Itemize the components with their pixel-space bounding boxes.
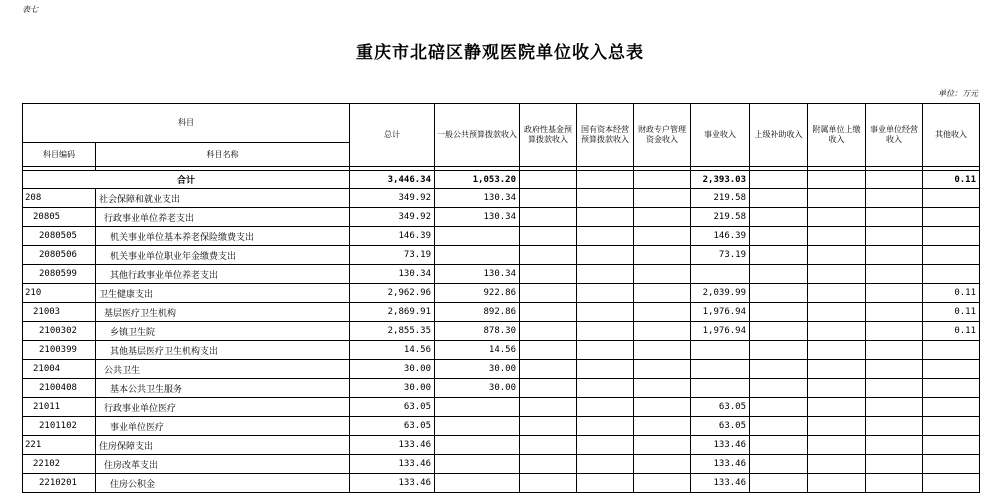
row-superior	[750, 227, 808, 246]
header-general-budget: 一般公共预算拨款收入	[435, 104, 520, 167]
row-capital	[577, 189, 634, 208]
row-name: 行政事业单位养老支出	[96, 208, 350, 227]
row-business: 63.05	[691, 417, 750, 436]
row-other: 0.11	[923, 284, 980, 303]
table-row	[23, 284, 980, 303]
row-capital	[577, 284, 634, 303]
row-other	[923, 189, 980, 208]
row-superior	[750, 208, 808, 227]
total-general: 1,053.20	[435, 171, 520, 189]
table-row	[23, 455, 980, 474]
row-special	[634, 246, 691, 265]
row-business: 1,976.94	[691, 303, 750, 322]
row-fund	[520, 246, 577, 265]
row-superior	[750, 284, 808, 303]
row-name: 住房改革支出	[96, 455, 350, 474]
total-business: 2,393.03	[691, 171, 750, 189]
page-title: 重庆市北碚区静观医院单位收入总表	[356, 43, 644, 63]
row-name: 住房公积金	[96, 474, 350, 493]
row-affiliated	[808, 284, 866, 303]
row-name: 基层医疗卫生机构	[96, 303, 350, 322]
row-general	[435, 398, 520, 417]
header-code: 科目编码	[23, 143, 96, 167]
row-general: 30.00	[435, 379, 520, 398]
row-operating	[866, 455, 923, 474]
row-other	[923, 246, 980, 265]
row-general	[435, 417, 520, 436]
row-total: 14.56	[350, 341, 435, 360]
row-superior	[750, 436, 808, 455]
total-fund	[520, 171, 577, 189]
row-special	[634, 455, 691, 474]
row-superior	[750, 398, 808, 417]
row-other	[923, 455, 980, 474]
table-row	[23, 246, 980, 265]
row-affiliated	[808, 303, 866, 322]
row-affiliated	[808, 322, 866, 341]
row-capital	[577, 379, 634, 398]
row-code: 2080599	[23, 265, 96, 284]
row-superior	[750, 379, 808, 398]
row-total: 2,869.91	[350, 303, 435, 322]
table-row	[23, 398, 980, 417]
row-business: 219.58	[691, 189, 750, 208]
row-code: 20805	[23, 208, 96, 227]
row-general: 878.30	[435, 322, 520, 341]
total-row	[23, 171, 980, 189]
row-superior	[750, 417, 808, 436]
row-other	[923, 360, 980, 379]
row-business	[691, 341, 750, 360]
row-operating	[866, 436, 923, 455]
row-operating	[866, 246, 923, 265]
row-affiliated	[808, 474, 866, 493]
row-fund	[520, 227, 577, 246]
doc-tag: 表七	[22, 5, 38, 14]
row-code: 2100408	[23, 379, 96, 398]
row-operating	[866, 360, 923, 379]
row-code: 2100399	[23, 341, 96, 360]
row-general: 14.56	[435, 341, 520, 360]
row-superior	[750, 189, 808, 208]
row-business: 133.46	[691, 455, 750, 474]
table-row	[23, 227, 980, 246]
row-name: 卫生健康支出	[96, 284, 350, 303]
table-row	[23, 303, 980, 322]
row-total: 133.46	[350, 436, 435, 455]
total-superior	[750, 171, 808, 189]
row-operating	[866, 398, 923, 417]
row-fund	[520, 189, 577, 208]
table-row	[23, 474, 980, 493]
row-capital	[577, 341, 634, 360]
row-affiliated	[808, 341, 866, 360]
row-capital	[577, 303, 634, 322]
row-other	[923, 265, 980, 284]
unit-label: 单位：万元	[938, 89, 978, 98]
row-capital	[577, 227, 634, 246]
row-fund	[520, 208, 577, 227]
row-operating	[866, 208, 923, 227]
row-special	[634, 284, 691, 303]
row-affiliated	[808, 246, 866, 265]
row-code: 21004	[23, 360, 96, 379]
row-affiliated	[808, 455, 866, 474]
row-special	[634, 436, 691, 455]
row-other	[923, 474, 980, 493]
row-fund	[520, 341, 577, 360]
row-fund	[520, 455, 577, 474]
row-general	[435, 227, 520, 246]
row-other	[923, 417, 980, 436]
row-business: 219.58	[691, 208, 750, 227]
row-name: 机关事业单位职业年金缴费支出	[96, 246, 350, 265]
row-superior	[750, 246, 808, 265]
row-general: 30.00	[435, 360, 520, 379]
row-business: 133.46	[691, 474, 750, 493]
header-row-1	[23, 104, 980, 143]
row-capital	[577, 246, 634, 265]
header-capital-budget: 国有资本经营预算拨款收入	[577, 104, 634, 167]
row-affiliated	[808, 208, 866, 227]
table-row	[23, 379, 980, 398]
row-other	[923, 208, 980, 227]
row-capital	[577, 208, 634, 227]
table-row	[23, 322, 980, 341]
row-operating	[866, 303, 923, 322]
row-code: 22102	[23, 455, 96, 474]
row-general: 130.34	[435, 208, 520, 227]
row-other	[923, 436, 980, 455]
row-total: 2,855.35	[350, 322, 435, 341]
row-total: 30.00	[350, 379, 435, 398]
row-affiliated	[808, 379, 866, 398]
row-special	[634, 208, 691, 227]
row-special	[634, 379, 691, 398]
row-name: 公共卫生	[96, 360, 350, 379]
total-label: 合计	[23, 171, 350, 189]
row-business: 133.46	[691, 436, 750, 455]
row-name: 住房保障支出	[96, 436, 350, 455]
row-capital	[577, 398, 634, 417]
total-operating	[866, 171, 923, 189]
row-fund	[520, 417, 577, 436]
row-name: 社会保障和就业支出	[96, 189, 350, 208]
row-business: 63.05	[691, 398, 750, 417]
row-code: 208	[23, 189, 96, 208]
row-operating	[866, 341, 923, 360]
row-superior	[750, 322, 808, 341]
row-capital	[577, 417, 634, 436]
row-fund	[520, 436, 577, 455]
table-row	[23, 436, 980, 455]
row-affiliated	[808, 265, 866, 284]
header-affiliated-income: 附属单位上缴收入	[808, 104, 866, 167]
row-fund	[520, 398, 577, 417]
row-name: 机关事业单位基本养老保险缴费支出	[96, 227, 350, 246]
row-code: 210	[23, 284, 96, 303]
row-special	[634, 474, 691, 493]
row-business	[691, 379, 750, 398]
row-operating	[866, 189, 923, 208]
row-total: 130.34	[350, 265, 435, 284]
row-name: 其他行政事业单位养老支出	[96, 265, 350, 284]
row-total: 349.92	[350, 189, 435, 208]
row-special	[634, 322, 691, 341]
row-code: 2080506	[23, 246, 96, 265]
row-fund	[520, 265, 577, 284]
header-operating-income: 事业单位经营收入	[866, 104, 923, 167]
income-table	[22, 103, 980, 493]
row-special	[634, 227, 691, 246]
total-special	[634, 171, 691, 189]
row-fund	[520, 379, 577, 398]
row-capital	[577, 265, 634, 284]
row-special	[634, 341, 691, 360]
row-general: 892.86	[435, 303, 520, 322]
row-business	[691, 360, 750, 379]
header-subject: 科目	[23, 104, 350, 143]
row-capital	[577, 455, 634, 474]
row-general	[435, 246, 520, 265]
row-affiliated	[808, 436, 866, 455]
row-code: 221	[23, 436, 96, 455]
row-other: 0.11	[923, 322, 980, 341]
row-total: 133.46	[350, 455, 435, 474]
row-superior	[750, 341, 808, 360]
row-fund	[520, 322, 577, 341]
row-fund	[520, 303, 577, 322]
row-code: 2080505	[23, 227, 96, 246]
row-name: 事业单位医疗	[96, 417, 350, 436]
row-fund	[520, 360, 577, 379]
row-operating	[866, 284, 923, 303]
table-row	[23, 265, 980, 284]
row-operating	[866, 227, 923, 246]
row-operating	[866, 417, 923, 436]
total-other: 0.11	[923, 171, 980, 189]
table-row	[23, 189, 980, 208]
row-capital	[577, 474, 634, 493]
row-name: 基本公共卫生服务	[96, 379, 350, 398]
row-other	[923, 398, 980, 417]
row-other: 0.11	[923, 303, 980, 322]
table-row	[23, 417, 980, 436]
row-affiliated	[808, 227, 866, 246]
row-code: 2210201	[23, 474, 96, 493]
header-total: 总计	[350, 104, 435, 167]
row-special	[634, 265, 691, 284]
row-operating	[866, 322, 923, 341]
row-general	[435, 436, 520, 455]
row-other	[923, 379, 980, 398]
table-row	[23, 360, 980, 379]
row-fund	[520, 284, 577, 303]
row-affiliated	[808, 417, 866, 436]
row-code: 2101102	[23, 417, 96, 436]
row-name: 其他基层医疗卫生机构支出	[96, 341, 350, 360]
header-name: 科目名称	[96, 143, 350, 167]
row-total: 349.92	[350, 208, 435, 227]
header-superior-subsidy: 上级补助收入	[750, 104, 808, 167]
row-operating	[866, 379, 923, 398]
row-superior	[750, 360, 808, 379]
total-affiliated	[808, 171, 866, 189]
row-special	[634, 303, 691, 322]
header-fund-budget: 政府性基金预算拨款收入	[520, 104, 577, 167]
row-general: 130.34	[435, 265, 520, 284]
row-business	[691, 265, 750, 284]
row-total: 73.19	[350, 246, 435, 265]
row-special	[634, 189, 691, 208]
row-total: 63.05	[350, 398, 435, 417]
row-affiliated	[808, 360, 866, 379]
row-general	[435, 474, 520, 493]
header-business-income: 事业收入	[691, 104, 750, 167]
row-other	[923, 341, 980, 360]
row-superior	[750, 303, 808, 322]
row-special	[634, 398, 691, 417]
row-total: 63.05	[350, 417, 435, 436]
row-superior	[750, 265, 808, 284]
row-operating	[866, 265, 923, 284]
row-operating	[866, 474, 923, 493]
row-general: 922.86	[435, 284, 520, 303]
row-total: 146.39	[350, 227, 435, 246]
row-other	[923, 227, 980, 246]
row-business: 2,039.99	[691, 284, 750, 303]
row-code: 2100302	[23, 322, 96, 341]
row-total: 30.00	[350, 360, 435, 379]
row-total: 133.46	[350, 474, 435, 493]
total-capital	[577, 171, 634, 189]
row-capital	[577, 436, 634, 455]
row-fund	[520, 474, 577, 493]
row-superior	[750, 474, 808, 493]
row-code: 21011	[23, 398, 96, 417]
row-business: 1,976.94	[691, 322, 750, 341]
row-business: 73.19	[691, 246, 750, 265]
row-special	[634, 360, 691, 379]
header-special-account: 财政专户管理资金收入	[634, 104, 691, 167]
row-affiliated	[808, 189, 866, 208]
row-special	[634, 417, 691, 436]
table-row	[23, 208, 980, 227]
row-capital	[577, 322, 634, 341]
header-other-income: 其他收入	[923, 104, 980, 167]
total-sum: 3,446.34	[350, 171, 435, 189]
row-total: 2,962.96	[350, 284, 435, 303]
table-row	[23, 341, 980, 360]
row-name: 乡镇卫生院	[96, 322, 350, 341]
row-code: 21003	[23, 303, 96, 322]
row-general: 130.34	[435, 189, 520, 208]
row-general	[435, 455, 520, 474]
row-name: 行政事业单位医疗	[96, 398, 350, 417]
row-superior	[750, 455, 808, 474]
row-business: 146.39	[691, 227, 750, 246]
row-affiliated	[808, 398, 866, 417]
row-capital	[577, 360, 634, 379]
